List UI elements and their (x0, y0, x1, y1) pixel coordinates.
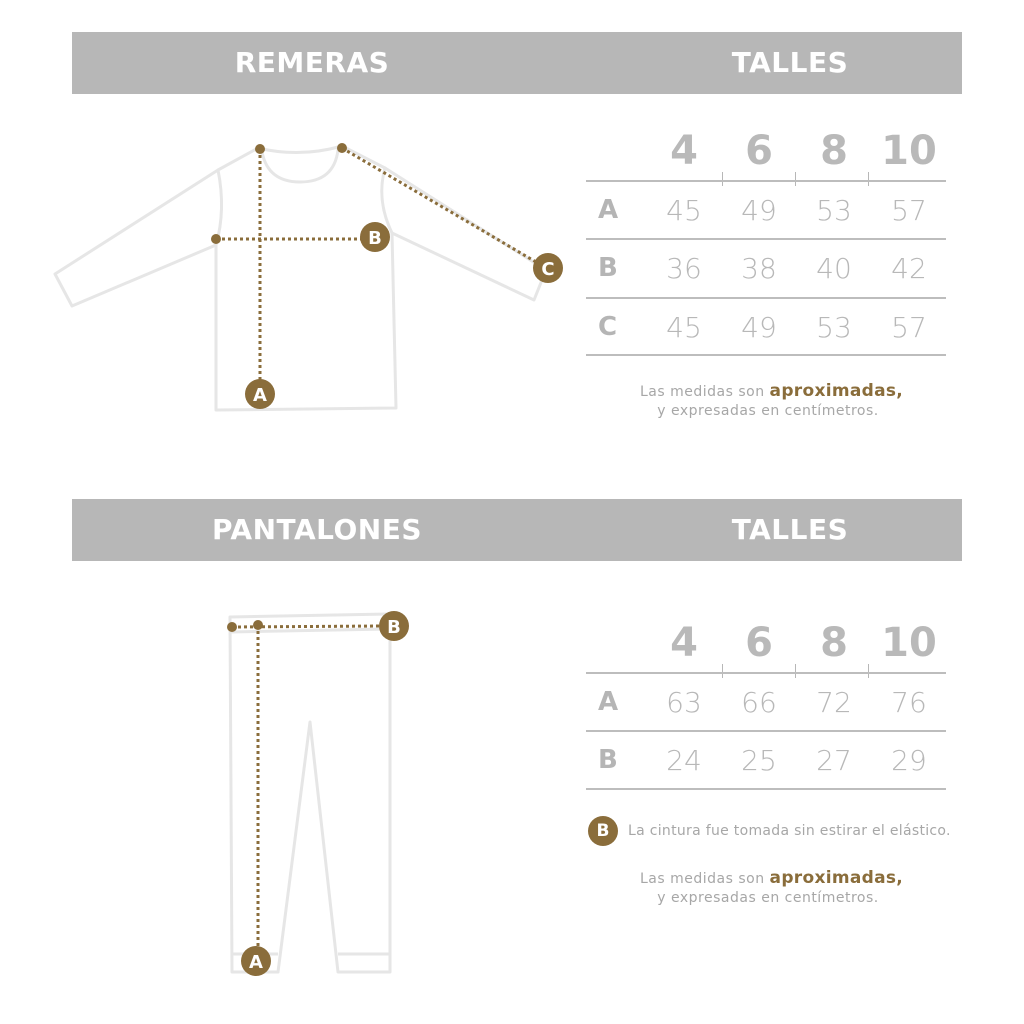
size-10: 10 (881, 620, 937, 666)
shirt-measure-b-line (211, 234, 364, 244)
row-label: B (598, 745, 618, 775)
pants-outline (230, 614, 390, 972)
table-rule (586, 354, 946, 356)
pants-title: PANTALONES (211, 513, 423, 546)
shirt-measure-a-line (255, 144, 265, 384)
shirts-size-table (586, 126, 946, 358)
size-6: 6 (745, 128, 773, 174)
shirt-marker-a (245, 379, 275, 409)
pants-marker-b (379, 611, 409, 641)
cell-value: 57 (891, 194, 927, 227)
pants-sizes-title: TALLES (731, 513, 849, 546)
cell-value: 53 (816, 311, 852, 344)
row-label: C (598, 312, 618, 342)
note-prefix: Las medidas son (640, 384, 770, 400)
cell-value: 45 (666, 194, 702, 227)
cell-value: 49 (741, 311, 777, 344)
shirts-size-header (586, 126, 946, 182)
row-label: A (598, 687, 619, 717)
cell-value: 42 (891, 252, 927, 285)
cell-value: 25 (741, 744, 777, 777)
table-row (586, 732, 946, 789)
cell-value: 27 (816, 744, 852, 777)
cell-value: 29 (891, 744, 927, 777)
note-prefix: Las medidas son (640, 871, 770, 887)
note-emphasis: aproximadas, (769, 381, 904, 401)
pants-measure-a-line (253, 620, 263, 950)
shirts-approx-note (640, 381, 904, 421)
size-4: 4 (670, 620, 698, 666)
cell-value: 24 (666, 744, 702, 777)
table-row (586, 182, 946, 239)
shirt-outline (55, 146, 546, 410)
table-row (586, 674, 946, 731)
svg-text:B: B (368, 228, 382, 249)
shirt-marker-c (533, 253, 563, 283)
svg-text:B: B (387, 617, 401, 638)
cell-value: 63 (666, 686, 702, 719)
size-4: 4 (670, 128, 698, 174)
svg-text:A: A (249, 952, 263, 973)
table-rule (586, 788, 946, 790)
waist-note-badge: B (588, 816, 618, 846)
note-line2: y expresadas en centímetros. (657, 890, 879, 906)
svg-text:A: A (253, 385, 267, 406)
cell-value: 36 (666, 252, 702, 285)
cell-value: 40 (816, 252, 852, 285)
cell-value: 57 (891, 311, 927, 344)
table-row (586, 240, 946, 297)
size-8: 8 (820, 620, 848, 666)
waist-note-text: La cintura fue tomada sin estirar el elástico. (628, 823, 951, 839)
size-8: 8 (820, 128, 848, 174)
waist-note (588, 816, 968, 846)
note-line2: y expresadas en centímetros. (657, 403, 879, 419)
pants-header-bar (72, 499, 962, 561)
row-label: B (598, 253, 618, 283)
shirt-marker-b (360, 222, 390, 252)
pants-marker-a (241, 946, 271, 976)
pants-size-table (586, 618, 946, 794)
shirts-title: REMERAS (234, 46, 390, 79)
table-row (586, 299, 946, 356)
cell-value: 76 (891, 686, 927, 719)
cell-value: 72 (816, 686, 852, 719)
size-6: 6 (745, 620, 773, 666)
row-label: A (598, 195, 619, 225)
shirts-sizes-title: TALLES (731, 46, 849, 79)
size-10: 10 (881, 128, 937, 174)
cell-value: 49 (741, 194, 777, 227)
cell-value: 45 (666, 311, 702, 344)
note-emphasis: aproximadas, (769, 868, 904, 888)
svg-text:C: C (541, 259, 555, 280)
pants-approx-note (640, 868, 904, 908)
cell-value: 38 (741, 252, 777, 285)
cell-value: 66 (741, 686, 777, 719)
cell-value: 53 (816, 194, 852, 227)
pants-size-header (586, 618, 946, 674)
